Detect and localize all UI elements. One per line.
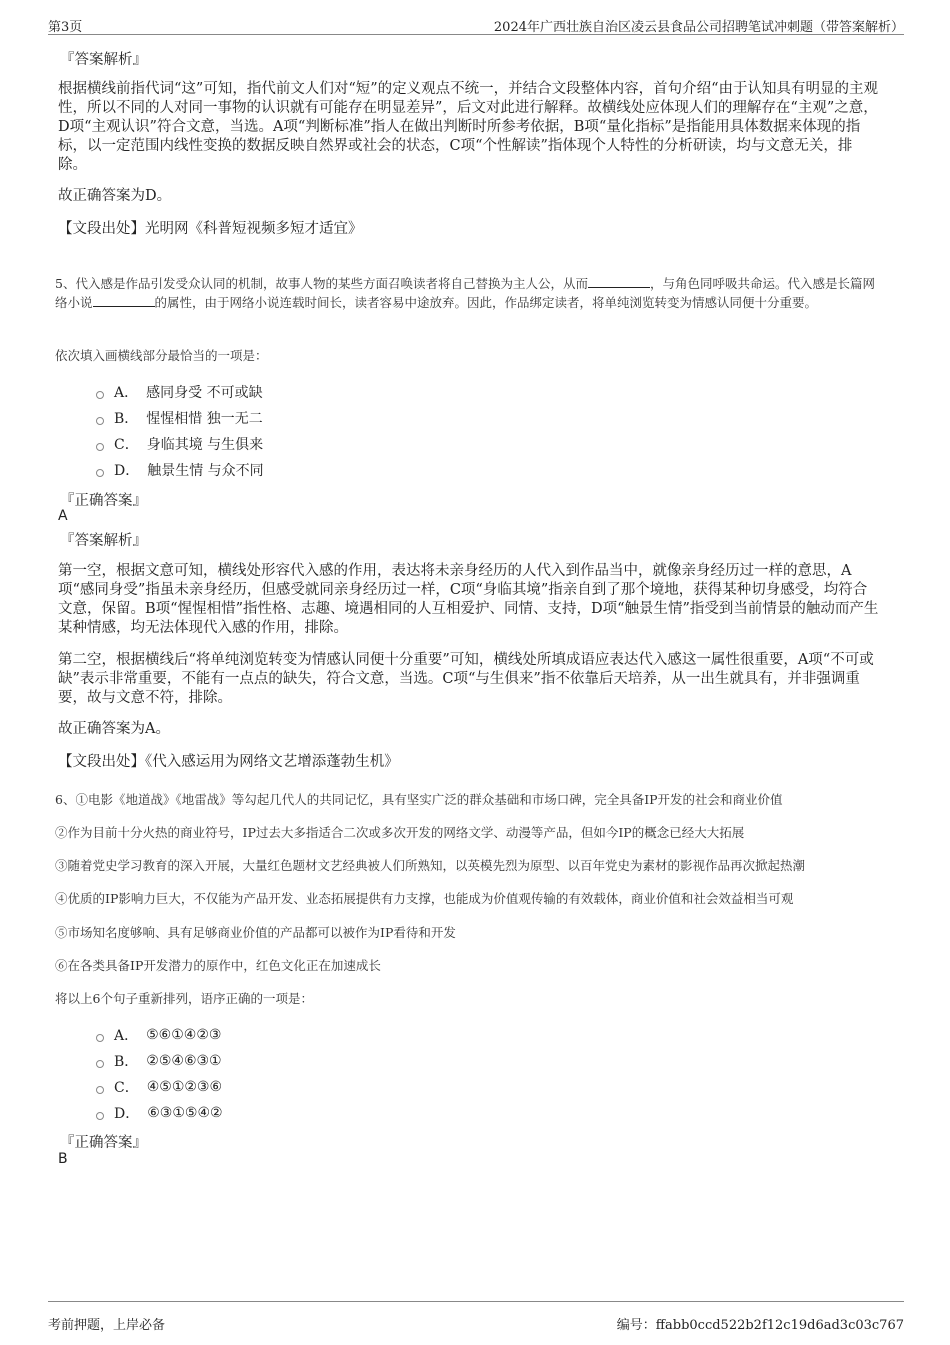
q5-option-b[interactable] (96, 408, 263, 428)
q5-stem-part-1: 5、代入感是作品引发受众认同的机制，故事人物的某些方面召唤读者将自己替换为主人公，从而 (55, 276, 588, 291)
option-text: ④⑤①②③⑥ (146, 1079, 223, 1095)
q6-answer: B (58, 1151, 68, 1167)
q5-stem (55, 274, 885, 312)
q5-option-d[interactable] (96, 460, 264, 480)
q5-blank-2 (93, 294, 155, 307)
radio-icon[interactable] (96, 417, 104, 425)
q6-sentence-2: ②作为目前十分火热的商业符号，IP过去大多指适合二次或多次开发的网络文学、动漫等产品，但如今IP的概念已经大大拓展 (55, 825, 745, 840)
q6-sentence-3: ③随着党史学习教育的深入开展，大量红色题材文艺经典被人们所熟知，以英模先烈为原型、以百年党史为素材的影视作品再次掀起热潮 (55, 858, 806, 873)
q4-analysis-text: 根据横线前指代词“这”可知，指代前文人们对“短”的定义观点不统一，并结合文段整体内容，首句介绍“由于认知具有明显的主观性，所以不同的人对同一事物的认识就有可能存在明显差异”，后文对此进行解释。故横线处应体现人们的理解存在“主观”之意，D项“主观认识”符合文意，当选。A项“判断标准”指人在做出判断时所参考依据，B项“量化指标”是指能用具体数据来体现的指标，以一定范围内线性变换的数据反映自然界或社会的状态，C项“个性解读”指体现个人特性的分析研读，均与文意无关，排除。 (58, 81, 879, 173)
footer-serial: 编号：ffabb0ccd522b2f12c19d6ad3c03c767 (616, 1318, 904, 1333)
option-text: ②⑤④⑥③① (146, 1053, 222, 1069)
q6-sentence-5: ⑤市场知名度够响、具有足够商业价值的产品都可以被作为IP看待和开发 (55, 925, 456, 940)
q5-option-a[interactable] (96, 382, 263, 402)
option-letter: A． (114, 1028, 139, 1044)
radio-icon[interactable] (96, 1086, 104, 1094)
option-letter: C． (114, 1080, 139, 1096)
q6-sentence-6: ⑥在各类具备IP开发潜力的原作中，红色文化正在加速成长 (55, 958, 381, 973)
q6-prompt: 将以上6个句子重新排列，语序正确的一项是： (55, 991, 313, 1006)
footer-slogan: 考前押题，上岸必备 (48, 1318, 166, 1333)
option-letter: C． (114, 437, 139, 453)
radio-icon[interactable] (96, 1034, 104, 1042)
q6-option-b[interactable] (96, 1051, 222, 1071)
page-header (48, 14, 904, 35)
q6-option-a[interactable] (96, 1025, 221, 1045)
radio-icon[interactable] (96, 1112, 104, 1120)
option-text: 惺惺相惜 独一无二 (146, 411, 263, 427)
q5-stem-part-2: ，与角色同呼吸共命运。代入感是长篇网络小说 (55, 276, 875, 310)
q4-analysis-label: 『答案解析』 (60, 52, 147, 68)
page-number: 第3页 (48, 20, 83, 35)
q5-analysis-2: 第二空，根据横线后“将单纯浏览转变为情感认同便十分重要”可知，横线处所填成语应表达代入感这一属性很重要，A项“不可或缺”表示非常重要，不能有一点点的缺失，符合文意，当选。C项“与生俱来”指不依靠后天培养，从一出生就具有，并非强调重要，故与文意不符，排除。 (58, 652, 874, 706)
option-text: 触景生情 与众不同 (147, 463, 264, 479)
option-letter: A． (114, 385, 139, 401)
option-letter: D． (114, 1106, 140, 1122)
option-letter: B． (114, 1054, 139, 1070)
radio-icon[interactable] (96, 469, 104, 477)
q6-answer-label: 『正确答案』 (60, 1135, 147, 1151)
q5-prompt: 依次填入画横线部分最恰当的一项是： (55, 348, 268, 363)
q5-analysis-label: 『答案解析』 (60, 533, 147, 549)
q5-conclusion: 故正确答案为A。 (58, 721, 170, 737)
q5-answer-label: 『正确答案』 (60, 493, 147, 509)
page-footer (48, 1301, 904, 1333)
q5-blank-1 (588, 275, 650, 288)
radio-icon[interactable] (96, 443, 104, 451)
option-text: 感同身受 不可或缺 (146, 385, 263, 401)
option-letter: B． (114, 411, 139, 427)
q5-analysis-1: 第一空，根据文意可知，横线处形容代入感的作用，表达将未亲身经历的人代入到作品当中，就像亲身经历过一样的意思，A项“感同身受”指虽未亲身经历，但感受就同亲身经历过一样，C项“身临其境”指亲自到了那个境地，获得某种切身感受，均符合文意，保留。B项“惺惺相惜”指性格、志趣、境遇相同的人互相爱护、同情、支持，D项“触景生情”指受到当前情景的触动而产生某种情感，均无法体现代入感的作用，排除。 (58, 563, 879, 636)
radio-icon[interactable] (96, 1060, 104, 1068)
q6-sentence-4: ④优质的IP影响力巨大，不仅能为产品开发、业态拓展提供有力支撑，也能成为价值观传输的有效载体，商业价值和社会效益相当可观 (55, 891, 794, 906)
radio-icon[interactable] (96, 391, 104, 399)
q5-option-c[interactable] (96, 434, 263, 454)
q4-source: 【文段出处】光明网《科普短视频多短才适宜》 (58, 221, 363, 237)
document-title: 2024年广西壮族自治区凌云县食品公司招聘笔试冲刺题（带答案解析） (493, 20, 904, 35)
q5-stem-part-3: 的属性，由于网络小说连载时间长，读者容易中途放弃。因此，作品绑定读者，将单纯浏览转变为情感认同便十分重要。 (154, 295, 818, 310)
option-text: ⑤⑥①④②③ (146, 1027, 222, 1043)
option-text: 身临其境 与生俱来 (146, 437, 264, 453)
q4-conclusion: 故正确答案为D。 (58, 188, 172, 204)
option-letter: D． (114, 463, 140, 479)
q5-source: 【文段出处】《代入感运用为网络文艺增添蓬勃生机》 (58, 754, 399, 770)
q6-option-d[interactable] (96, 1103, 223, 1123)
q5-answer: A (58, 508, 68, 524)
q6-sentence-1: 6、①电影《地道战》《地雷战》等勾起几代人的共同记忆，具有坚实广泛的群众基础和市场口碑，完全具备IP开发的社会和商业价值 (55, 792, 783, 807)
q6-option-c[interactable] (96, 1077, 222, 1097)
option-text: ⑥③①⑤④② (147, 1105, 223, 1121)
